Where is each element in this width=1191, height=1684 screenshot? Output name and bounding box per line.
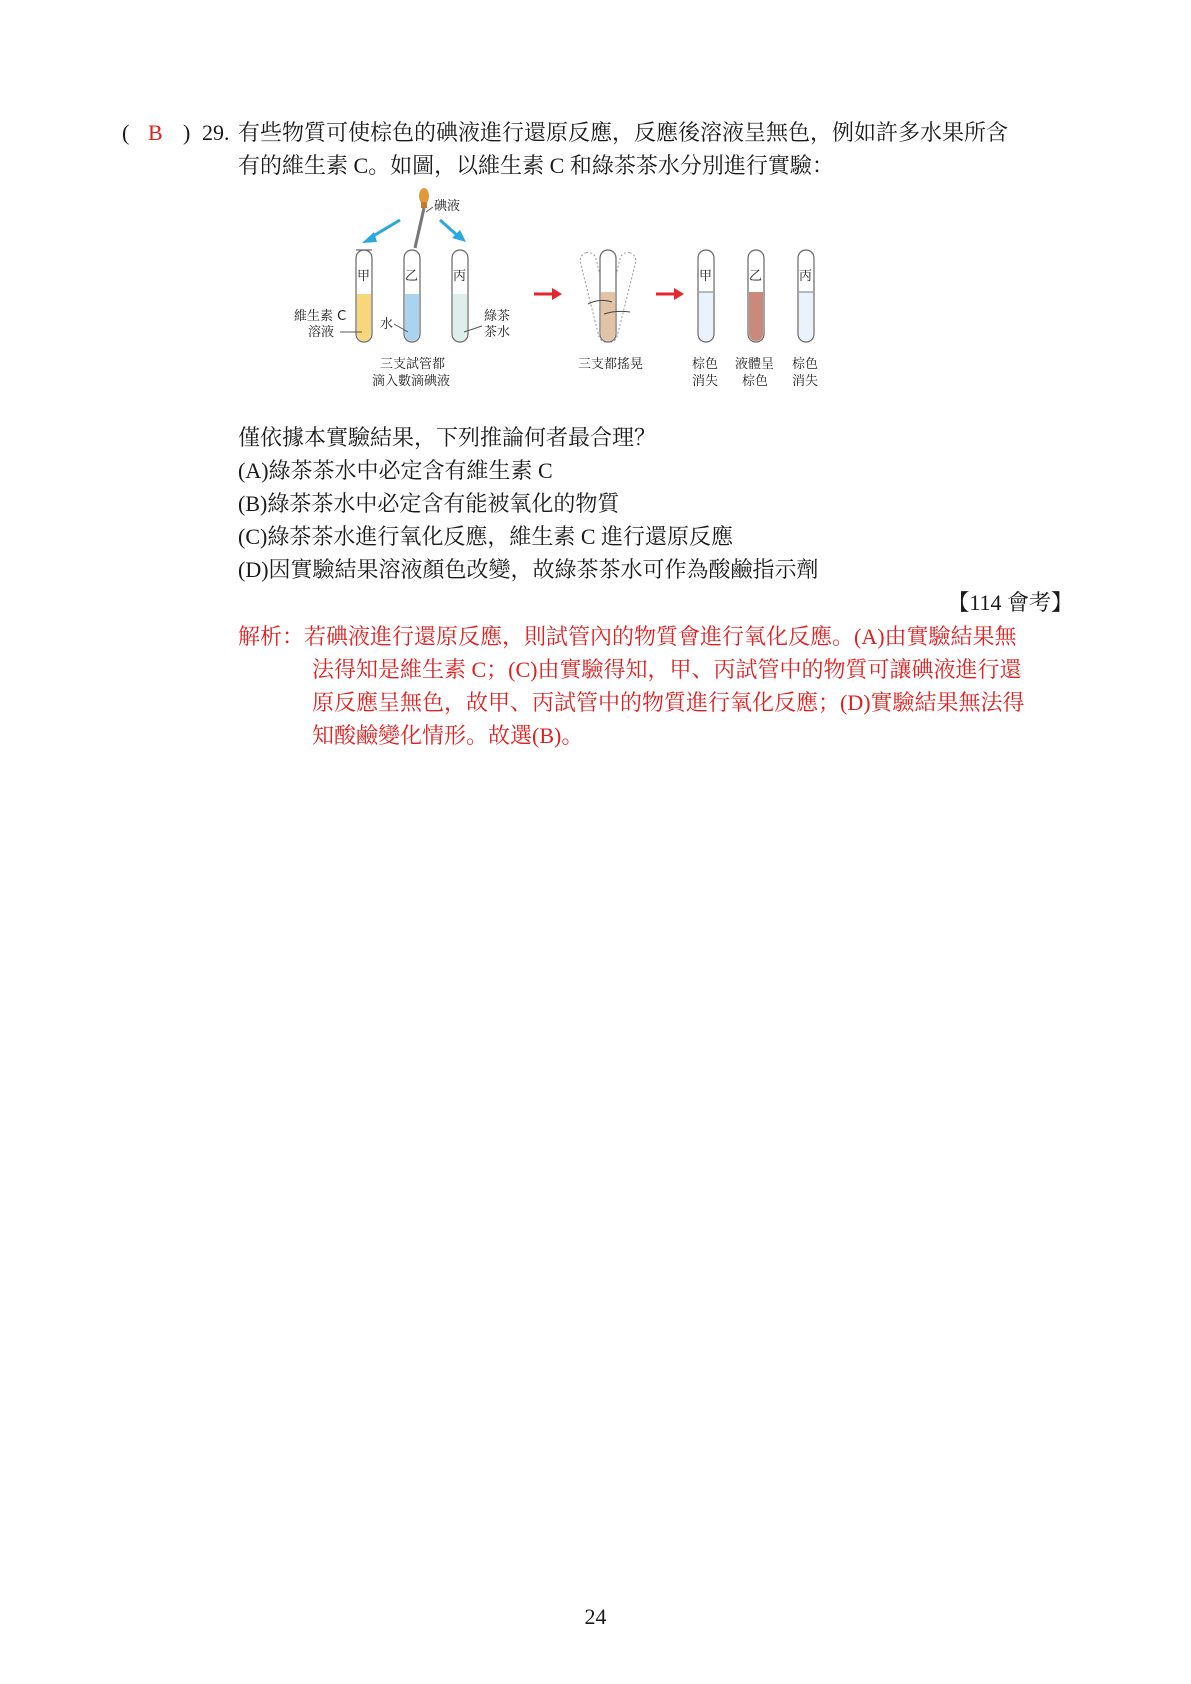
water-label: 水 xyxy=(380,317,394,332)
result-tube-bing xyxy=(798,250,814,342)
result-caption-bing-1: 棕色 xyxy=(792,357,819,372)
analysis-line-2: 法得知是維生素 C；(C)由實驗得知，甲、丙試管中的物質可讓碘液進行還 xyxy=(312,657,1022,682)
result-tube-yi xyxy=(748,250,764,342)
result-caption-jia-2: 消失 xyxy=(692,374,719,389)
result-caption-yi-2: 棕色 xyxy=(742,374,769,389)
test-tube-vitamin-c xyxy=(356,250,372,342)
question-source: 【114 會考】 xyxy=(947,590,1073,615)
arrow-right-icon xyxy=(534,288,562,300)
dropper-icon xyxy=(415,188,429,248)
analysis-block xyxy=(238,620,1078,752)
result-label-yi: 乙 xyxy=(749,269,763,284)
result-label-bing: 丙 xyxy=(799,269,813,284)
shaking-tubes xyxy=(578,250,637,344)
tube-label-bing: 丙 xyxy=(453,269,467,284)
split-arrows-icon xyxy=(362,220,466,243)
question-prompt: 僅依據本實驗結果，下列推論何者最合理？ xyxy=(238,425,657,450)
option-a: (A)綠茶茶水中必定含有維生素 C xyxy=(238,458,553,483)
option-c: (C)綠茶茶水進行氧化反應，維生素 C 進行還原反應 xyxy=(238,524,734,549)
tube-label-jia: 甲 xyxy=(357,269,371,284)
vitamin-c-label-2: 溶液 xyxy=(308,325,335,340)
result-label-jia: 甲 xyxy=(699,269,713,284)
option-b: (B)綠茶茶水中必定含有能被氧化的物質 xyxy=(238,491,620,516)
tube-label-yi: 乙 xyxy=(405,269,419,284)
result-tube-jia xyxy=(698,250,714,342)
step1-caption-1: 三支試管都 xyxy=(380,357,446,372)
analysis-line-4: 知酸鹼變化情形。故選(B)。 xyxy=(312,723,584,748)
page-number: 24 xyxy=(584,1604,607,1629)
result-caption-bing-2: 消失 xyxy=(792,374,819,389)
result-caption-jia-1: 棕色 xyxy=(692,357,719,372)
answer-letter: B xyxy=(148,120,163,145)
question-stem-line-1: 有些物質可使棕色的碘液進行還原反應，反應後溶液呈無色，例如許多水果所含 xyxy=(238,120,1009,145)
vitamin-c-label-1: 維生素 C xyxy=(294,309,347,324)
arrow-right-icon-2 xyxy=(656,288,684,300)
result-caption-yi-1: 液體呈 xyxy=(735,357,775,372)
experiment-figure xyxy=(294,180,900,420)
answer-paren-open: ( xyxy=(122,120,130,145)
question-number: 29. xyxy=(202,120,230,145)
analysis-line-3: 原反應呈無色，故甲、丙試管中的物質進行氧化反應；(D)實驗結果無法得 xyxy=(312,690,1025,715)
question-stem-line-2: 有的維生素 C。如圖，以維生素 C 和綠茶茶水分別進行實驗： xyxy=(238,153,834,178)
answer-paren-close: ) xyxy=(183,120,191,145)
step2-caption: 三支都搖晃 xyxy=(578,357,644,372)
tea-label-2: 茶水 xyxy=(484,325,511,340)
test-tube-tea xyxy=(452,250,468,342)
step1-caption-2: 滴入數滴碘液 xyxy=(372,374,451,389)
dropper-label: 碘液 xyxy=(434,199,461,214)
analysis-line-1: 解析：若碘液進行還原反應，則試管內的物質會進行氧化反應。(A)由實驗結果無 xyxy=(238,624,1017,649)
test-tube-water xyxy=(404,250,420,342)
tea-label-1: 綠茶 xyxy=(484,309,511,324)
option-d: (D)因實驗結果溶液顏色改變，故綠茶茶水可作為酸鹼指示劑 xyxy=(238,557,819,582)
